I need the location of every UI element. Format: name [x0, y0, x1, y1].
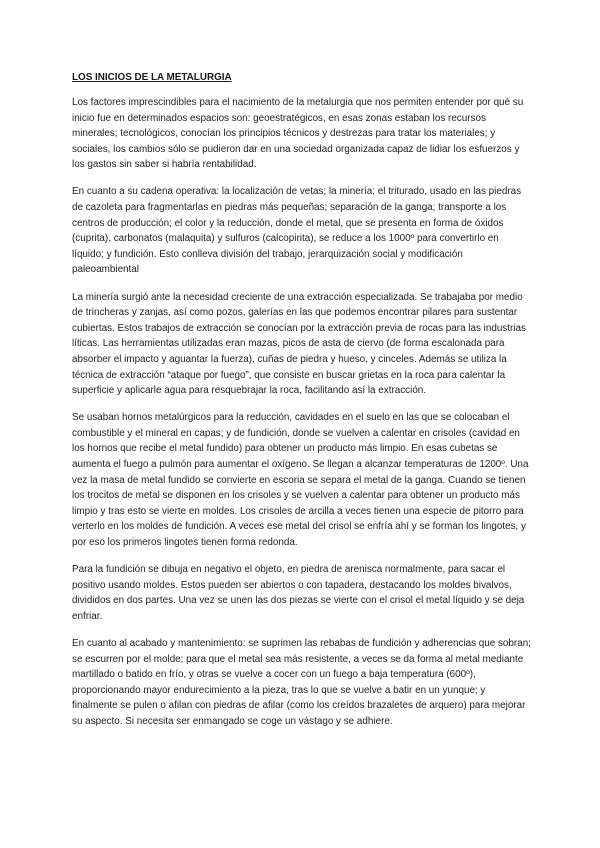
document-body [72, 70, 532, 741]
paragraph-mineria: La minería surgió ante la necesidad creciente de una extracción especializada. Se trabajaba por medio de trincheras y zanjas, así como pozos, galerías en las que podemos encontrar pilares para sustentar cubiertas. Estos trabajos de extracción se conocían por la extracción previa de rocas para las industrias líticas. Las herramientas utilizadas eran mazas, picos de asta de ciervo (de forma escalonada para absorber el impacto y aguantar la fuerza), cuñas de piedra y hueso, y cinceles. Además se utiliza la técnica de extracción “ataque por fuego”, que consiste en buscar grietas en la roca para calentar la superficie y aplicarle agua para resquebrajar la roca, facilitando así la extracción. [72, 291, 526, 397]
paragraph-acabado: En cuanto al acabado y mantenimiento: se suprimen las rebabas de fundición y adherencias que sobran; se escurren por el molde; para que el metal sea más resistente, a veces se da forma al metal mediante martillado o batido en frío, y otras se vuelve a cocer con un fuego a baja temperatura (600º), proporcionando mayor endurecimiento a la pieza, tras lo que se vuelve a batir en un yunque; y finalmente se pulen o afilan con piedras de afilar (como los creídos brazaletes de arquero) para mejorar su aspecto. Si necesita ser enmangado se coge un vástago y se adhiere. [72, 637, 531, 727]
paragraph-cadena-operativa: En cuanto a su cadena operativa: la localización de vetas; la minería; el triturado, usado en las piedras de cazoleta para fragmentarlas en piedras más pequeñas; separación de la ganga; transporte a los centros de producción; el color y la reducción, donde el metal, que se presenta en forma de óxidos (cuprita), carbonatos (malaquita) y sulfuros (calcopirita), se reduce a los 1000º para convertirlo en líquido; y fundición. Esto conlleva división del trabajo, jerarquización social y modificación paleoambiental [72, 186, 522, 276]
paragraph-factores: Los factores imprescindibles para el nacimiento de la metalurgia que nos permiten entender por qué su inicio fue en determinados espacios son: geoestratégicos, en esas zonas estaban los recursos minerales; tecnológicos, conocían los principios técnicos y destrezas para tratar los materiales; y sociales, los cambios sólo se pudieron dar en una sociedad organizada capaz de lidiar los esfuerzos y los gastos sin saber si habría rentabilidad. [72, 97, 524, 171]
document-title: LOS INICIOS DE LA METALURGIA [72, 72, 232, 83]
paragraph-fundicion: Para la fundición se dibuja en negativo el objeto, en piedra de arenisca normalmente, para sacar el positivo usando moldes. Estos pueden ser abiertos o con tapadera, destacando los moldes bivalvos, divididos en dos partes. Una vez se unen las dos piezas se vierte con el crisol el metal líquido y se deja enfriar. [72, 564, 525, 622]
paragraph-hornos: Se usaban hornos metalúrgicos para la reducción, cavidades en el suelo en las que se colocaban el combustible y el mineral en capas; y de fundición, donde se vuelven a calentar en crisoles (cavidad en los hornos que recibe el metal fundido) para obtener un producto más limpio. En esas cubetas se aumenta el fuego a pulmón para aumentar el oxígeno. Se llegan a alcanzar temperaturas de 1200º. Una vez la masa de metal fundido se convierte en escoria se separa el metal de la ganga. Cuando se tienen los trocitos de metal se disponen en los crisoles y se vuelven a calentar para obtener un producto más limpio y tras esto se vierte en moldes. Los crisoles de arcilla a veces tienen una especie de pitorro para verterlo en los moldes de fundición. A veces ese metal del crisol se enfría ahí y se forman los lingotes, y por eso los primeros lingotes tienen forma redonda. [72, 412, 529, 548]
